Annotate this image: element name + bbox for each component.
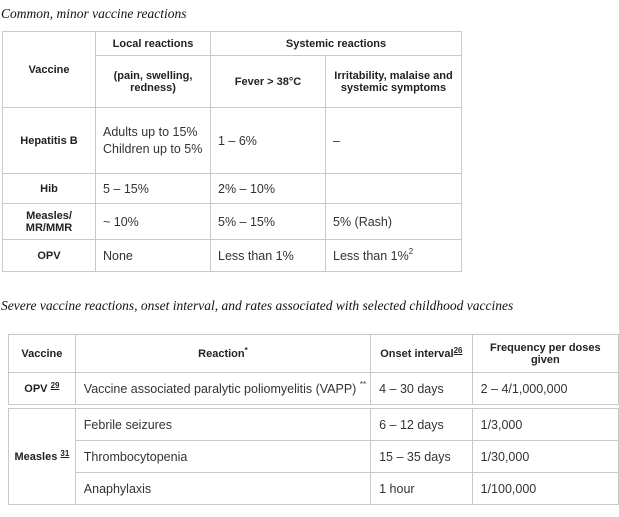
table1-caption: Common, minor vaccine reactions bbox=[1, 6, 187, 21]
row-frequency: 1/100,000 bbox=[472, 473, 618, 505]
row-reaction: Anaphylaxis bbox=[75, 473, 370, 505]
header-reaction-label: Reaction bbox=[198, 347, 245, 360]
row-local: Adults up to 15% Children up to 5% bbox=[96, 108, 211, 174]
table-row bbox=[9, 373, 619, 405]
row-vaccine bbox=[9, 373, 76, 405]
row-fever: Less than 1% bbox=[211, 240, 326, 272]
reaction-label: Vaccine associated paralytic poliomyelitis (VAPP) bbox=[83, 381, 357, 396]
row-irritability bbox=[326, 240, 462, 272]
row-frequency: 1/3,000 bbox=[472, 409, 618, 441]
row-irritability: 5% (Rash) bbox=[326, 204, 462, 240]
row-vaccine: Hepatitis B bbox=[3, 108, 96, 174]
row-vaccine: Hib bbox=[3, 174, 96, 204]
row-local: ~ 10% bbox=[96, 204, 211, 240]
table-row bbox=[9, 473, 619, 505]
table-row bbox=[3, 204, 462, 240]
table-row bbox=[3, 174, 462, 204]
severe-reactions-table bbox=[8, 334, 619, 505]
irritability-value: Less than 1% bbox=[333, 248, 409, 263]
row-frequency: 2 – 4/1,000,000 bbox=[472, 373, 618, 405]
header-frequency: Frequency per doses given bbox=[472, 335, 618, 373]
header-fever: Fever > 38°C bbox=[211, 56, 326, 108]
row-local: None bbox=[96, 240, 211, 272]
table-row bbox=[3, 108, 462, 174]
header-vaccine: Vaccine bbox=[9, 335, 76, 373]
row-frequency: 1/30,000 bbox=[472, 441, 618, 473]
header-systemic-reactions: Systemic reactions bbox=[211, 32, 462, 56]
vaccine-label: OPV bbox=[24, 382, 48, 395]
row-vaccine: OPV bbox=[3, 240, 96, 272]
row-onset: 6 – 12 days bbox=[371, 409, 473, 441]
table2-caption: Severe vaccine reactions, onset interval, and rates associated with selected childhood vaccines bbox=[1, 298, 514, 313]
header-vaccine: Vaccine bbox=[3, 32, 96, 108]
row-onset: 1 hour bbox=[371, 473, 473, 505]
header-local-reactions: Local reactions bbox=[96, 32, 211, 56]
minor-reactions-table bbox=[2, 31, 462, 272]
header-local-sub: (pain, swelling, redness) bbox=[96, 56, 211, 108]
table-row bbox=[3, 240, 462, 272]
header-onset-label: Onset interval bbox=[380, 347, 454, 360]
vaccine-label: Measles bbox=[14, 450, 58, 463]
row-onset: 4 – 30 days bbox=[371, 373, 473, 405]
footnote-link[interactable]: 26 bbox=[453, 345, 463, 355]
header-onset bbox=[371, 335, 473, 373]
footnote-link[interactable]: 29 bbox=[50, 380, 60, 390]
row-fever: 5% – 15% bbox=[211, 204, 326, 240]
footnote-ref: ** bbox=[359, 379, 367, 389]
footnote-ref: * bbox=[244, 345, 248, 355]
row-irritability: – bbox=[326, 108, 462, 174]
table-row bbox=[9, 409, 619, 441]
row-vaccine: Measles/ MR/MMR bbox=[3, 204, 96, 240]
row-vaccine bbox=[9, 409, 76, 505]
table-row bbox=[9, 441, 619, 473]
row-reaction: Thrombocytopenia bbox=[75, 441, 370, 473]
row-local: 5 – 15% bbox=[96, 174, 211, 204]
row-reaction: Febrile seizures bbox=[75, 409, 370, 441]
row-fever: 2% – 10% bbox=[211, 174, 326, 204]
footnote-link[interactable]: 31 bbox=[60, 448, 70, 458]
row-onset: 15 – 35 days bbox=[371, 441, 473, 473]
footnote-ref[interactable]: 2 bbox=[408, 246, 414, 256]
row-irritability bbox=[326, 174, 462, 204]
row-fever: 1 – 6% bbox=[211, 108, 326, 174]
header-irritability: Irritability, malaise and systemic symptoms bbox=[326, 56, 462, 108]
row-reaction bbox=[75, 373, 370, 405]
header-reaction bbox=[75, 335, 370, 373]
